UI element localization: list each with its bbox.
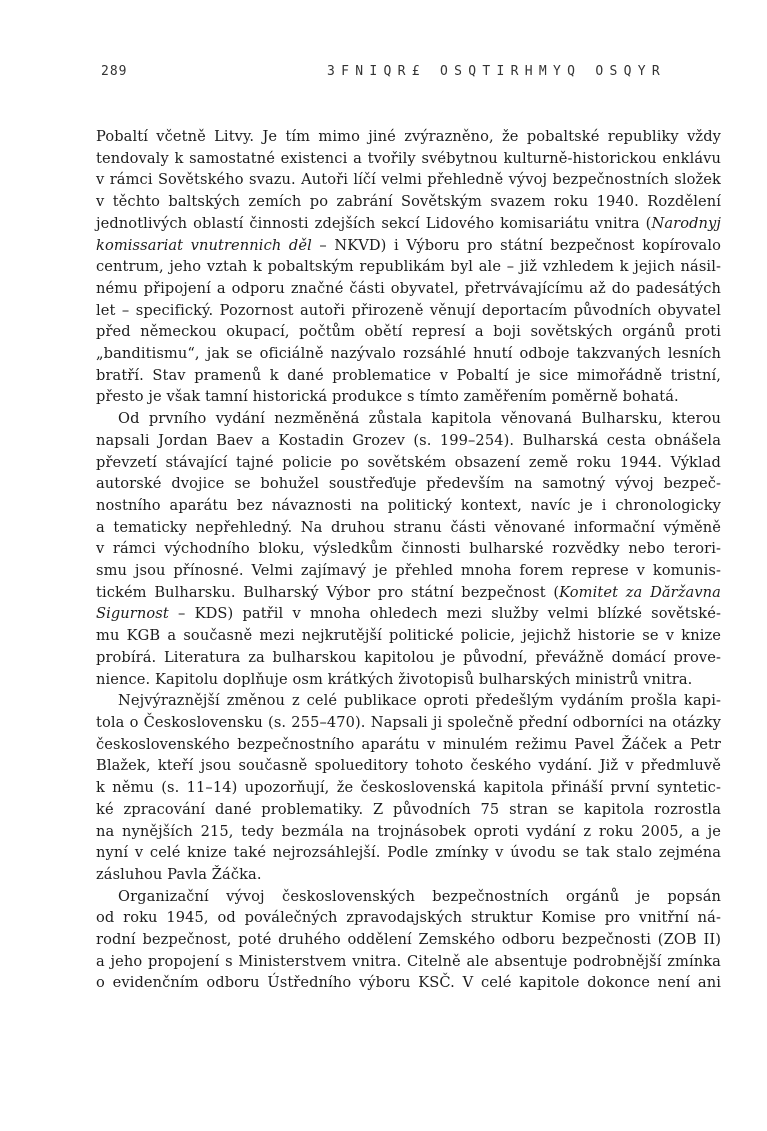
text-line xyxy=(96,126,721,148)
text-run: probírá. Literatura za bulharskou kapitolou je původní, převážně domácí prove- xyxy=(96,648,721,666)
text-line xyxy=(96,473,721,495)
text-line xyxy=(96,603,721,625)
text-line xyxy=(96,951,721,973)
text-line xyxy=(96,256,721,278)
text-line xyxy=(96,148,721,170)
text-run: bratří. Stav pramenů k dané problematice v Pobaltí je sice mimořádně tristní, xyxy=(96,366,721,384)
text-run: mu KGB a současně mezi nejkrutější politické policie, jejichž historie se v knize xyxy=(96,627,721,645)
text-run: přesto je však tamní historická produkce s tímto zaměřením poměrně bohatá. xyxy=(96,388,679,406)
text-run: a jeho propojení s Ministerstvem vnitra. Citelně ale absentuje podrobnější zmínka xyxy=(96,952,721,970)
text-line xyxy=(96,582,721,604)
text-line xyxy=(96,235,721,257)
text-run: v těchto baltských zemích po zabrání Sovětským svazem roku 1940. Rozdělení xyxy=(96,193,721,211)
text-line xyxy=(96,300,721,322)
text-line xyxy=(96,842,721,864)
text-run: smu jsou přínosné. Velmi zajímavý je přehled mnoha forem represe v komunis- xyxy=(96,562,721,580)
italic-term: Narodnyj xyxy=(651,214,721,232)
text-run: tendovaly k samostatné existenci a tvořily svébytnou kulturně-historickou enklávu xyxy=(96,149,721,167)
text-run: nostního aparátu bez návaznosti na politický kontext, navíc je i chronologicky xyxy=(96,496,721,514)
text-run: nému připojení a odporu značné části obyvatel, přetrvávajícímu až do padesátých xyxy=(96,279,721,297)
text-run: napsali Jordan Baev a Kostadin Grozev (s. 199–254). Bulharská cesta obnášela xyxy=(96,431,721,449)
text-run: Nejvýraznější změnou z celé publikace oproti předešlým vydáním prošla kapi- xyxy=(118,692,721,710)
text-run: – KDS) patřil v mnoha ohledech mezi služby velmi blízké sovětské- xyxy=(168,605,721,623)
text-run: a tematicky nepřehledný. Na druhou stranu části věnované informační výměně xyxy=(96,518,721,536)
text-line xyxy=(96,625,721,647)
text-line xyxy=(96,452,721,474)
text-line xyxy=(96,864,721,886)
text-line xyxy=(96,821,721,843)
text-run: v rámci Sovětského svazu. Autoři líčí velmi přehledně vývoj bezpečnostních složek xyxy=(96,171,721,189)
text-line xyxy=(96,495,721,517)
text-run: rodní bezpečnost, poté druhého oddělení Zemského odboru bezpečnosti (ZOB II) xyxy=(96,931,721,949)
text-line xyxy=(96,647,721,669)
text-run: tola o Československu (s. 255–470). Napsali ji společně přední odborníci na otázky xyxy=(96,713,721,731)
text-line xyxy=(96,321,721,343)
body-text xyxy=(96,126,721,994)
text-line xyxy=(96,386,721,408)
text-run: převzetí stávající tajné policie po sovětském obsazení země roku 1944. Výklad xyxy=(96,453,721,471)
text-line xyxy=(96,538,721,560)
text-line xyxy=(96,712,721,734)
text-line xyxy=(96,430,721,452)
text-run: od roku 1945, od poválečných zpravodajských struktur Komise pro vnitřní ná- xyxy=(96,909,721,927)
text-run: před německou okupací, počtům obětí represí a boji sovětských orgánů proti xyxy=(96,323,721,341)
text-line xyxy=(96,886,721,908)
text-line xyxy=(96,408,721,430)
text-run: Blažek, kteří jsou současně spolueditory tohoto českého vydání. Již v předmluvě xyxy=(96,757,721,775)
text-run: Pobaltí včetně Litvy. Je tím mimo jiné zvýrazněno, že pobaltské republiky vždy xyxy=(96,128,721,145)
italic-term: komissariat vnutrennich děl xyxy=(96,236,312,254)
text-run: let – specifický. Pozornost autoři přirozeně věnují deportacím původních obyvatel xyxy=(96,301,721,319)
text-run: jednotlivých oblastí činnosti zdejších sekcí Lidového komisariátu vnitra ( xyxy=(96,214,652,232)
text-line xyxy=(96,517,721,539)
text-line xyxy=(96,799,721,821)
text-run: na nynějších 215, tedy bezmála na trojnásobek oproti vydání z roku 2005, a je xyxy=(96,822,721,840)
text-run: – NKVD) i Výboru pro státní bezpečnost kopírovalo xyxy=(311,236,721,254)
text-run: autorské dvojice se bohužel soustřeďuje především na samotný vývoj bezpeč- xyxy=(96,475,721,493)
text-line xyxy=(96,169,721,191)
italic-term: Sigurnost xyxy=(96,605,169,623)
text-run: nyní v celé knize také nejrozsáhlejší. Podle zmínky v úvodu se tak stalo zejména xyxy=(96,844,721,862)
text-line xyxy=(96,929,721,951)
text-run: centrum, jeho vztah k pobaltským republikám byl ale – již vzhledem k jejich násil- xyxy=(96,258,721,276)
text-run: ké zpracování dané problematiky. Z původních 75 stran se kapitola rozrostla xyxy=(96,800,721,818)
text-line xyxy=(96,669,721,691)
text-run: Od prvního vydání nezměněná zůstala kapitola věnovaná Bulharsku, kterou xyxy=(118,410,721,428)
text-line xyxy=(96,560,721,582)
text-line xyxy=(96,343,721,365)
text-run: v rámci východního bloku, výsledkům činnosti bulharské rozvědky nebo terori- xyxy=(96,540,721,558)
running-head: 3FNIQR£ OSQTIRHMYQ OSQYR xyxy=(327,64,667,79)
text-line xyxy=(96,907,721,929)
text-line xyxy=(96,690,721,712)
text-run: k němu (s. 11–14) upozorňují, že československá kapitola přináší první syntetic- xyxy=(96,779,721,797)
text-line xyxy=(96,365,721,387)
text-run: nience. Kapitolu doplňuje osm krátkých životopisů bulharských ministrů vnitra. xyxy=(96,670,693,688)
text-line xyxy=(96,278,721,300)
text-run: zásluhou Pavla Žáčka. xyxy=(96,865,262,883)
text-line xyxy=(96,755,721,777)
page-number: 289 xyxy=(101,64,128,79)
text-run: „banditismu“, jak se oficiálně nazývalo rozsáhlé hnutí odboje takzvaných lesních xyxy=(96,345,721,363)
text-run: o evidenčním odboru Ústředního výboru KSČ. V celé kapitole dokonce není ani xyxy=(96,974,721,992)
text-line xyxy=(96,734,721,756)
text-line xyxy=(96,191,721,213)
text-line xyxy=(96,213,721,235)
italic-term: Komitet za Dăržavna xyxy=(559,583,721,601)
text-run: Organizační vývoj československých bezpečnostních orgánů je popsán xyxy=(118,887,721,905)
text-line xyxy=(96,972,721,994)
text-run: tickém Bulharsku. Bulharský Výbor pro státní bezpečnost ( xyxy=(96,583,560,601)
text-run: československého bezpečnostního aparátu v minulém režimu Pavel Žáček a Petr xyxy=(96,735,721,753)
text-line xyxy=(96,777,721,799)
